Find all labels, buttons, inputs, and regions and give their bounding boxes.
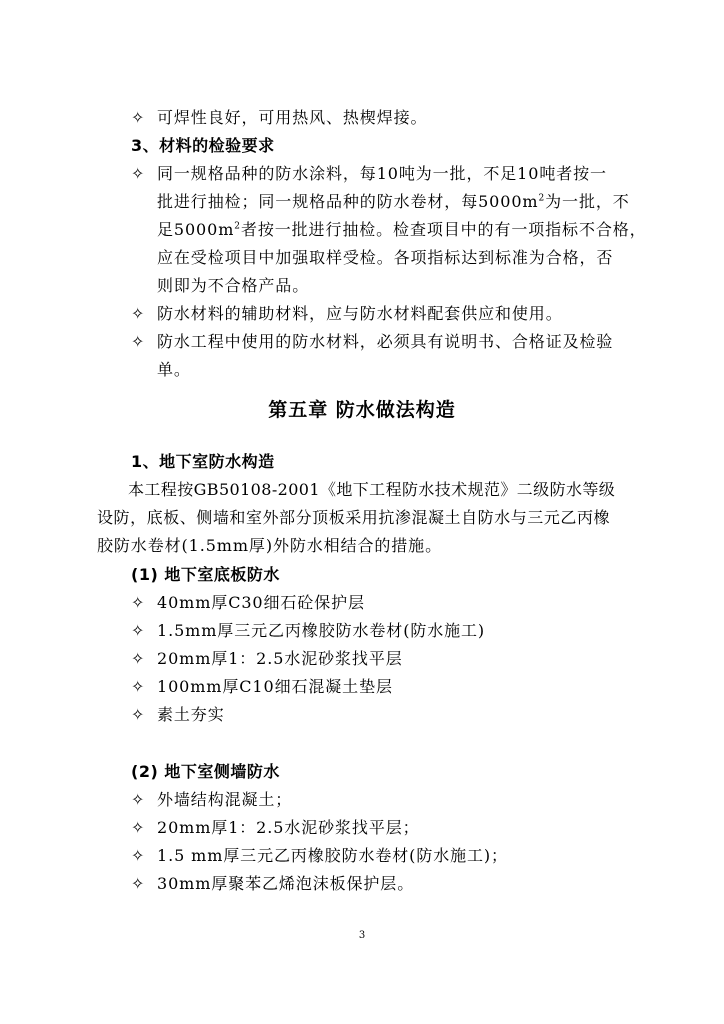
list-item: 30mm厚聚苯乙烯泡沫板保护层。 [157, 874, 415, 893]
paragraph-line: 本工程按GB50108-2001《地下工程防水技术规范》二级防水等级 [128, 480, 616, 499]
superscript: 2 [538, 193, 546, 204]
bullet-icon: ✧ [131, 304, 145, 323]
bullet-icon: ✧ [131, 705, 145, 724]
list-item: 20mm厚1：2.5水泥砂浆找平层 [157, 649, 403, 668]
bullet-icon: ✧ [131, 874, 145, 893]
text-fragment: 为一批，不 [545, 192, 630, 211]
list-item: 外墙结构混凝土； [157, 790, 293, 809]
bullet-icon: ✧ [131, 846, 145, 865]
bullet-text: 防水材料的辅助材料，应与防水材料配套供应和使用。 [157, 304, 563, 323]
bullet-text-continued [157, 190, 630, 214]
bullet-text-continued [157, 218, 647, 242]
bullet-icon: ✧ [131, 164, 145, 183]
section-heading: 1、地下室防水构造 [131, 452, 275, 471]
bullet-icon: ✧ [131, 332, 145, 351]
bullet-icon: ✧ [131, 621, 145, 640]
bullet-icon: ✧ [131, 677, 145, 696]
text-fragment: 足5000m [157, 220, 235, 239]
bullet-text-continued: 应在受检项目中加强取样受检。各项指标达到标准为合格，否 [157, 248, 614, 267]
list-item: 40mm厚C30细石砼保护层 [157, 593, 365, 612]
subsection-heading: (2) 地下室侧墙防水 [131, 762, 280, 781]
bullet-icon: ✧ [131, 108, 145, 127]
section-heading: 3、材料的检验要求 [131, 136, 275, 155]
page-number: 3 [358, 930, 366, 941]
chapter-title: 第五章 防水做法构造 [268, 399, 456, 421]
bullet-text: 同一规格品种的防水涂料，每10吨为一批，不足10吨者按一 [157, 164, 607, 183]
paragraph-line: 胶防水卷材(1.5mm厚)外防水相结合的措施。 [97, 536, 442, 555]
superscript: 2 [234, 221, 241, 232]
list-item: 素土夯实 [157, 705, 225, 724]
bullet-icon: ✧ [131, 593, 145, 612]
bullet-text: 可焊性良好，可用热风、热楔焊接。 [157, 108, 428, 127]
list-item: 20mm厚1：2.5水泥砂浆找平层； [157, 818, 420, 837]
bullet-text: 防水工程中使用的防水材料，必须具有说明书、合格证及检验 [157, 332, 614, 351]
list-item: 100mm厚C10细石混凝土垫层 [157, 677, 393, 696]
subsection-heading: (1) 地下室底板防水 [131, 565, 280, 584]
list-item: 1.5mm厚三元乙丙橡胶防水卷材(防水施工) [157, 621, 486, 640]
paragraph-line: 设防，底板、侧墙和室外部分顶板采用抗渗混凝土自防水与三元乙丙橡 [97, 508, 611, 527]
text-fragment: 批进行抽检；同一规格品种的防水卷材，每5000m [157, 192, 539, 211]
bullet-text-continued: 则即为不合格产品。 [157, 276, 310, 295]
bullet-text-continued: 单。 [157, 360, 191, 379]
text-fragment: 者按一批进行抽检。检查项目中的有一项指标不合格， [240, 220, 647, 239]
bullet-icon: ✧ [131, 790, 145, 809]
list-item: 1.5 mm厚三元乙丙橡胶防水卷材(防水施工)； [157, 846, 508, 865]
bullet-icon: ✧ [131, 649, 145, 668]
bullet-icon: ✧ [131, 818, 145, 837]
